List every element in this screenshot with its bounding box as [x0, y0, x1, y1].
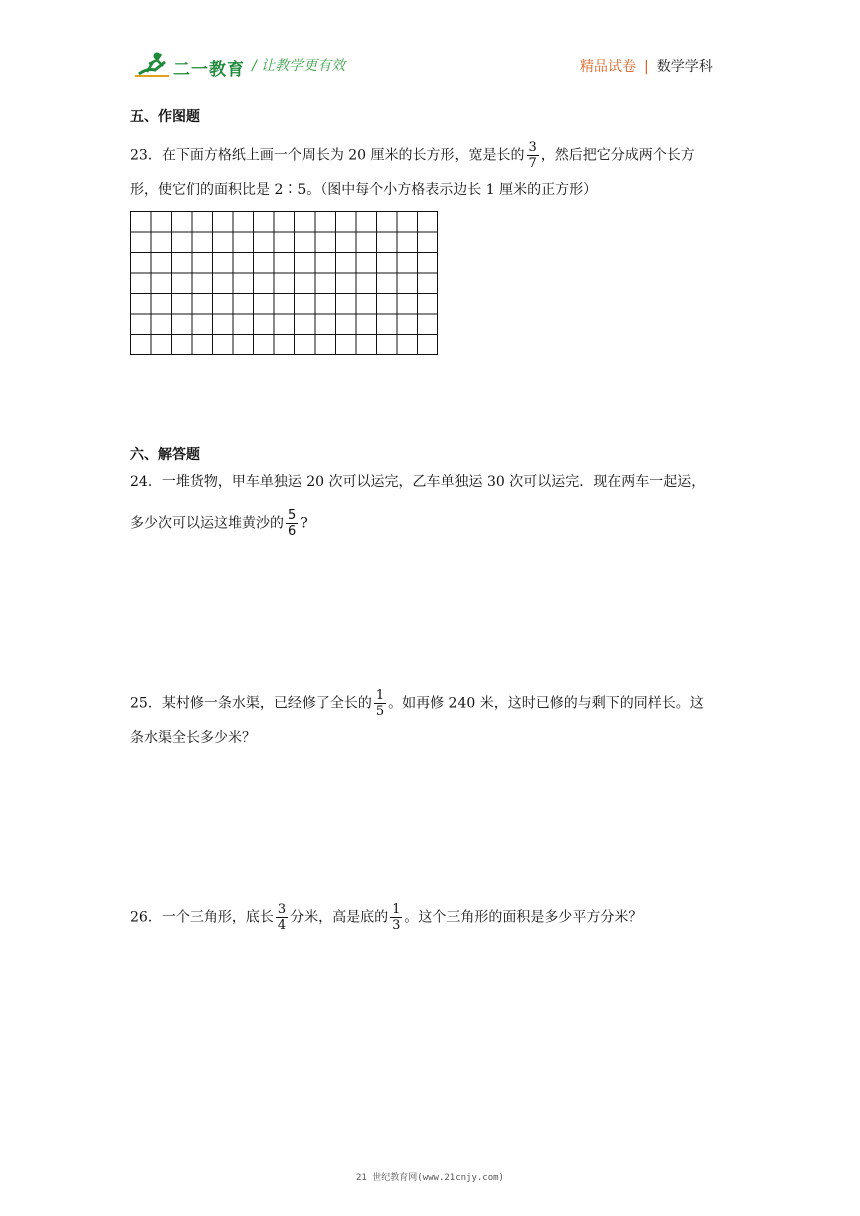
section-title-drawing: 五、作图题	[130, 109, 200, 125]
page-footer: 21 世纪教育网(www.21cnjy.com)	[356, 1173, 504, 1183]
q25-text-a: 25．某村修一条水渠，已经修了全长的	[130, 695, 372, 712]
q25-frac-num: 1	[375, 688, 385, 703]
q23-text-b: ，然后把它分成两个长方	[540, 147, 695, 164]
q23-frac-num: 3	[528, 140, 537, 155]
q24-text-b: ?	[300, 515, 308, 532]
q25-text-b: 。如再修 240 米，这时已修的与剩下的同样长。这	[388, 695, 704, 712]
header-separator: |	[644, 59, 649, 75]
q26-frac1-den: 4	[277, 918, 287, 933]
q26-text-b: 分米，高是底的	[290, 909, 389, 926]
runner-logo-icon	[135, 50, 171, 80]
logo-text: 二一教育	[173, 60, 245, 80]
q26-text-c: 。这个三角形的面积是多少平方分米？	[404, 909, 643, 926]
q26-frac2-den: 3	[392, 918, 401, 933]
question-23-line-2: 形，使它们的面积比是 2∶5。（图中每个小方格表示边长 1 厘米的正方形）	[130, 182, 598, 198]
q26-fraction-1	[276, 902, 288, 933]
question-23-line-1	[130, 140, 695, 171]
q24-fraction	[286, 508, 298, 539]
question-24-line-2	[130, 508, 308, 539]
q26-fraction-2	[390, 902, 402, 933]
q23-text-a: 23．在下面方格纸上画一个周长为 20 厘米的长方形，宽是长的	[130, 147, 525, 164]
q24-text-a: 多少次可以运这堆黄沙的	[130, 515, 284, 532]
brand-label: 精品试卷	[580, 59, 636, 75]
q26-frac2-num: 1	[392, 902, 401, 917]
q26-frac1-num: 3	[277, 902, 287, 917]
q26-text-a: 26．一个三角形，底长	[130, 909, 274, 926]
subject-label: 数学学科	[656, 59, 713, 75]
q25-fraction	[374, 688, 386, 719]
q23-fraction	[527, 140, 539, 171]
question-25-line-2: 条水渠全长多少米？	[130, 730, 256, 746]
q25-frac-den: 5	[375, 704, 385, 719]
logo	[135, 50, 247, 80]
q24-frac-num: 5	[288, 508, 297, 523]
header-right	[580, 56, 713, 76]
question-24-line-1: 24．一堆货物，甲车单独运 20 次可以运完，乙车单独运 30 次可以运完．现在两车一起运，	[130, 474, 706, 490]
section-title-answers: 六、解答题	[130, 447, 200, 463]
question-25-line-1	[130, 688, 704, 719]
q24-frac-den: 6	[288, 524, 297, 539]
question-26	[130, 902, 642, 933]
grid-paper[interactable]	[130, 211, 438, 355]
header-slogan: / 让教学更有效	[252, 58, 346, 74]
q23-frac-den: 7	[528, 156, 537, 171]
